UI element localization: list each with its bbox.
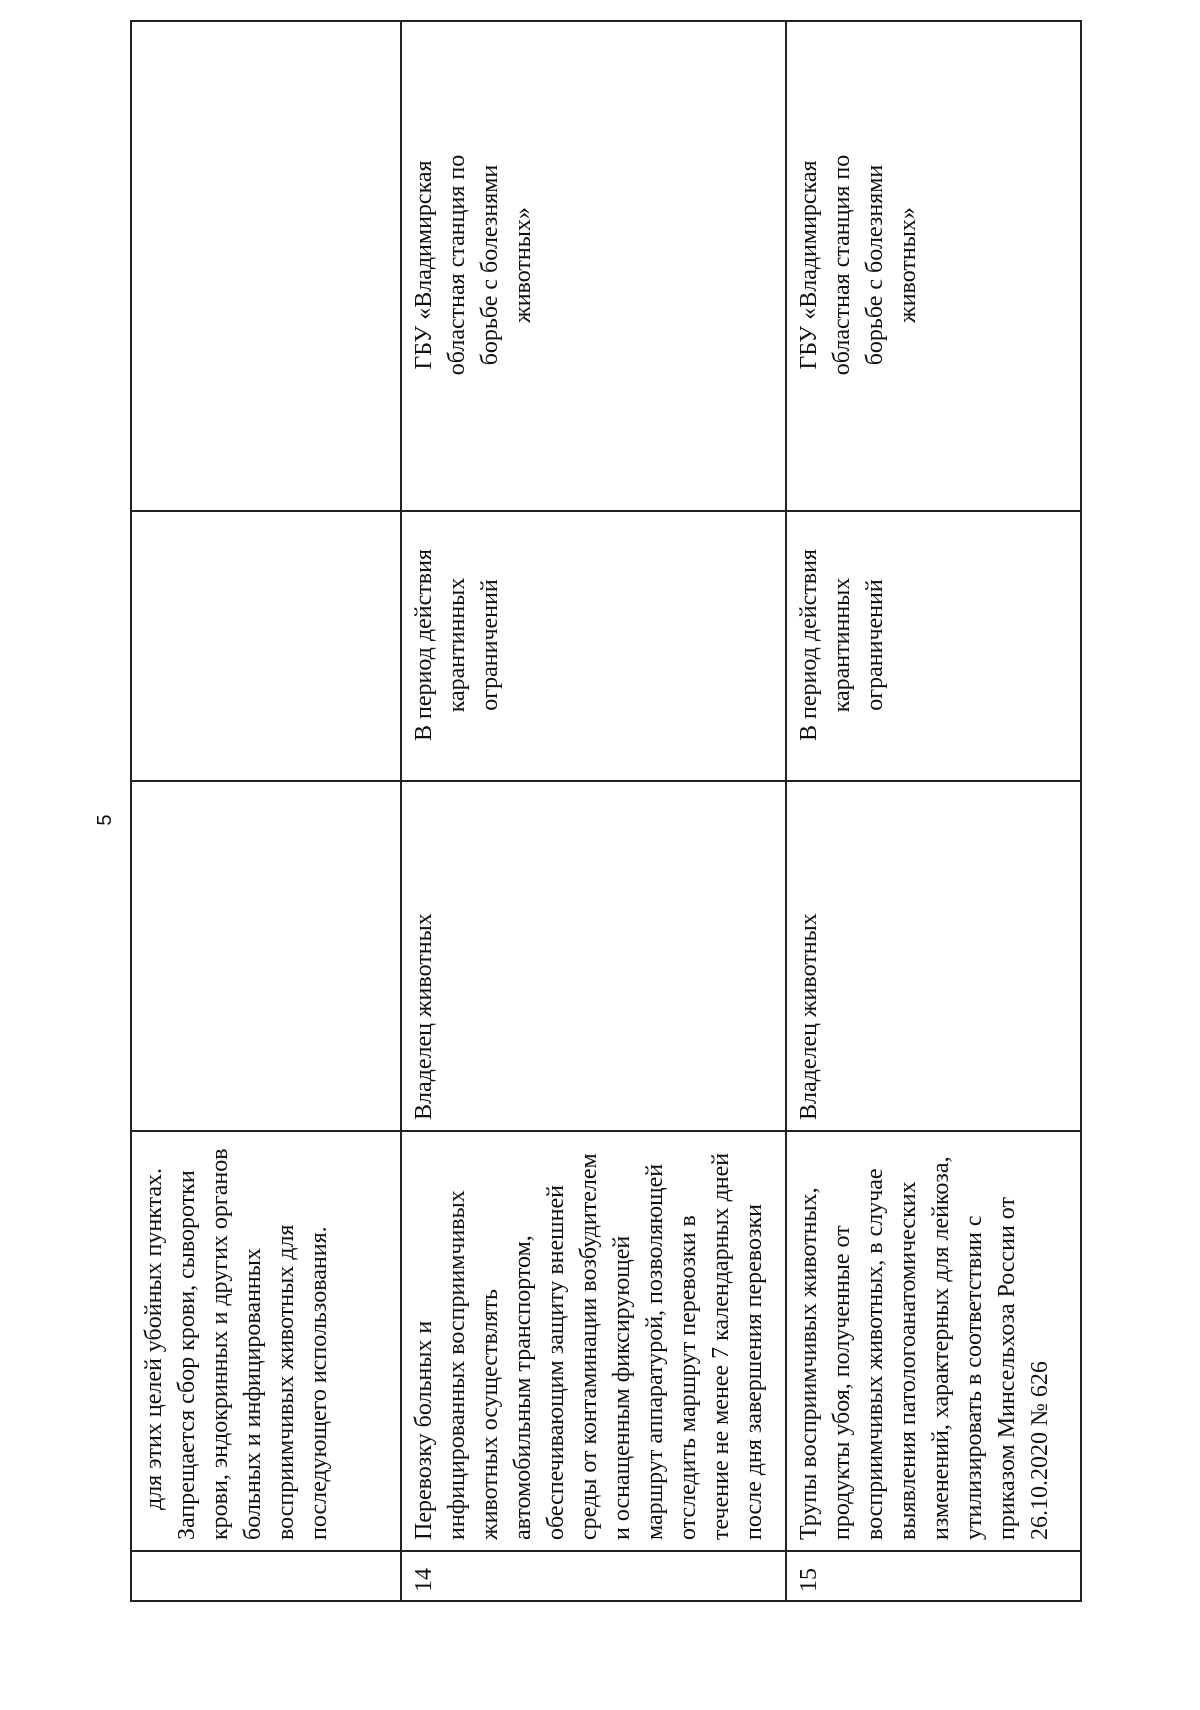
term-cell <box>131 511 401 781</box>
action-text-line: крови, эндокринных и других органов <box>207 1148 233 1540</box>
action-text-line: течение не менее 7 календарных дней <box>708 1152 734 1540</box>
action-text-line: маршрут аппаратурой, позволяющей <box>642 1163 668 1540</box>
term-text-line: карантинных <box>829 577 855 713</box>
action-text-line: автомобильным транспортом, <box>510 1235 536 1540</box>
document-table-rotated <box>130 22 1080 1602</box>
action-text-line: животных осуществлять <box>477 1288 503 1540</box>
action-cell <box>401 1131 786 1551</box>
term-cell <box>786 511 1081 781</box>
executor-text-line: животных» <box>895 207 921 323</box>
measures-table <box>130 20 1082 1602</box>
term-text-line: В период действия <box>411 549 437 741</box>
executor-text-line: ГБУ «Владимирская <box>796 160 822 370</box>
executor-text-line: областная станция по <box>829 154 855 376</box>
action-text-line: для этих целей убойных пунктах. <box>141 1168 167 1510</box>
row-number-cell: 14 <box>401 1551 786 1601</box>
action-text-line: обеспечивающим защиту внешней <box>543 1185 569 1540</box>
action-text-line: приказом Минсельхоза России от <box>994 1197 1020 1540</box>
action-text-line: отследить маршрут перевозки в <box>675 1215 701 1540</box>
executor-text-line: борьбе с болезнями <box>862 164 888 366</box>
action-text-line: Запрещается сбор крови, сыворотки <box>174 1170 200 1540</box>
page-number: 5 <box>94 814 116 826</box>
term-text-line: карантинных <box>444 577 470 713</box>
row-number-cell: 15 <box>786 1551 1081 1601</box>
responsible-cell: Владелец животных <box>786 781 1081 1131</box>
term-text-line: ограничений <box>477 579 503 711</box>
executor-text-line: борьбе с болезнями <box>477 164 503 366</box>
executor-cell <box>131 21 401 511</box>
action-text-line: последующего использования. <box>306 1226 332 1540</box>
action-text-line: продукты убоя, полученные от <box>829 1225 855 1540</box>
action-text-line: инфицированных восприимчивых <box>444 1190 470 1540</box>
executor-text-line: ГБУ «Владимирская <box>411 160 437 370</box>
action-cell <box>131 1131 401 1551</box>
action-text-line: после дня завершения перевозки <box>741 1204 767 1540</box>
action-text-line: изменений, характерных для лейкоза, <box>928 1156 954 1540</box>
responsible-cell: Владелец животных <box>401 781 786 1131</box>
executor-text-line: областная станция по <box>444 154 470 376</box>
executor-cell <box>401 21 786 511</box>
action-text-line: среды от контаминации возбудителем <box>576 1153 602 1540</box>
action-text-line: больных и инфицированных <box>240 1248 266 1540</box>
action-text-line: 26.10.2020 № 626 <box>1027 1361 1053 1540</box>
action-text-line: восприимчивых животных для <box>273 1224 299 1540</box>
term-cell <box>401 511 786 781</box>
table-row <box>401 21 786 1601</box>
action-text-line: утилизировать в соответствии с <box>961 1215 987 1540</box>
action-text-line: Трупы восприимчивых животных, <box>796 1187 822 1540</box>
action-cell <box>786 1131 1081 1551</box>
executor-cell <box>786 21 1081 511</box>
table-row <box>131 21 401 1601</box>
responsible-cell <box>131 781 401 1131</box>
table-row <box>786 21 1081 1601</box>
action-text-line: восприимчивых животных, в случае <box>862 1168 888 1540</box>
row-number-cell <box>131 1551 401 1601</box>
executor-text-line: животных» <box>510 207 536 323</box>
action-text-line: и оснащенным фиксирующей <box>609 1235 635 1540</box>
action-text-line: Перевозку больных и <box>411 1320 437 1540</box>
term-text-line: ограничений <box>862 579 888 711</box>
action-text-line: выявления патологоанатомических <box>895 1181 921 1540</box>
term-text-line: В период действия <box>796 549 822 741</box>
